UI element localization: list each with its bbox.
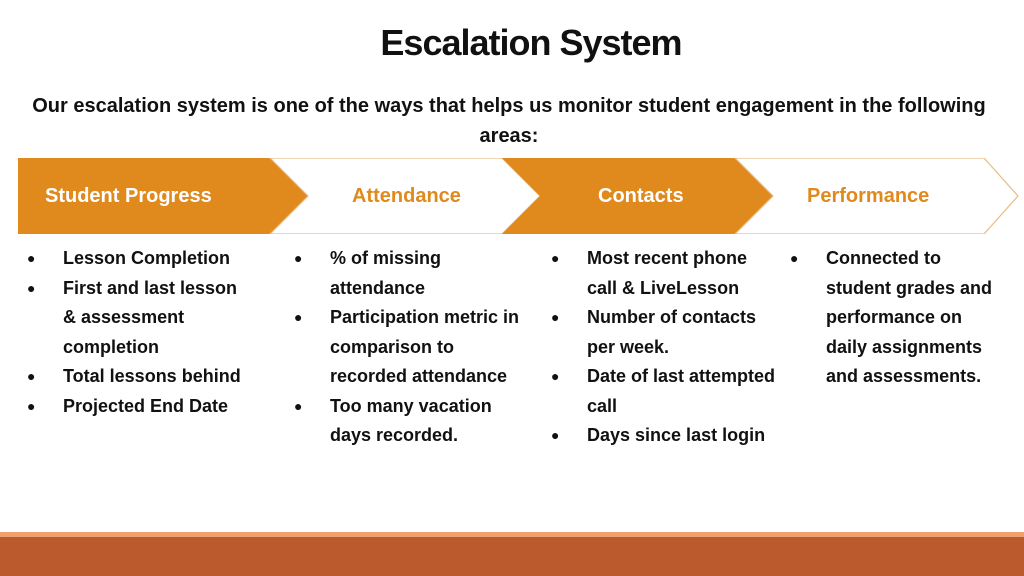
column-attendance	[294, 244, 520, 451]
area-label-attendance: Attendance	[352, 185, 461, 207]
column-performance	[790, 244, 1000, 392]
bullet-icon: ●	[294, 309, 303, 325]
list-item: ● Days since last login	[551, 421, 781, 451]
list-item: ● Connected to student grades and performance on daily assignments and assessments.	[790, 244, 1000, 392]
list-item: ● Too many vacation days recorded.	[294, 392, 520, 451]
bullet-icon: ●	[551, 368, 560, 384]
bullet-icon: ●	[551, 250, 560, 266]
area-label-performance: Performance	[807, 185, 930, 207]
list-item: ● Date of last attempted call	[551, 362, 781, 421]
list-item: ● First and last lesson & assessment completion	[27, 274, 249, 363]
area-label-contacts: Contacts	[598, 185, 684, 207]
list-item: ● Total lessons behind	[27, 362, 249, 392]
list-item: ● Number of contacts per week.	[551, 303, 781, 362]
bullet-icon: ●	[27, 250, 36, 266]
list-item: ● Lesson Completion	[27, 244, 249, 274]
bullet-icon: ●	[294, 397, 303, 414]
page-title: Escalation System	[380, 22, 682, 63]
bullet-icon: ●	[551, 309, 560, 325]
bullet-icon: ●	[27, 368, 36, 384]
bullet-icon: ●	[27, 279, 36, 296]
list-item: ● Participation metric in comparison to recorded attendance	[294, 303, 520, 392]
bullet-icon: ●	[790, 250, 799, 266]
bullet-icon: ●	[27, 397, 36, 414]
page-subtitle: Our escalation system is one of the ways that helps us monitor student engagement in the following areas:	[32, 95, 986, 147]
footer-bar	[0, 537, 1024, 576]
list-item: ● Projected End Date	[27, 392, 249, 422]
list-item: ● Most recent phone call & LiveLesson	[551, 244, 781, 303]
bullet-icon: ●	[551, 427, 560, 443]
column-contacts	[551, 244, 781, 451]
area-label-student-progress: Student Progress	[45, 185, 212, 207]
list-item: ● % of missing attendance	[294, 244, 520, 303]
column-student-progress	[27, 244, 249, 421]
bullet-icon: ●	[294, 250, 303, 266]
